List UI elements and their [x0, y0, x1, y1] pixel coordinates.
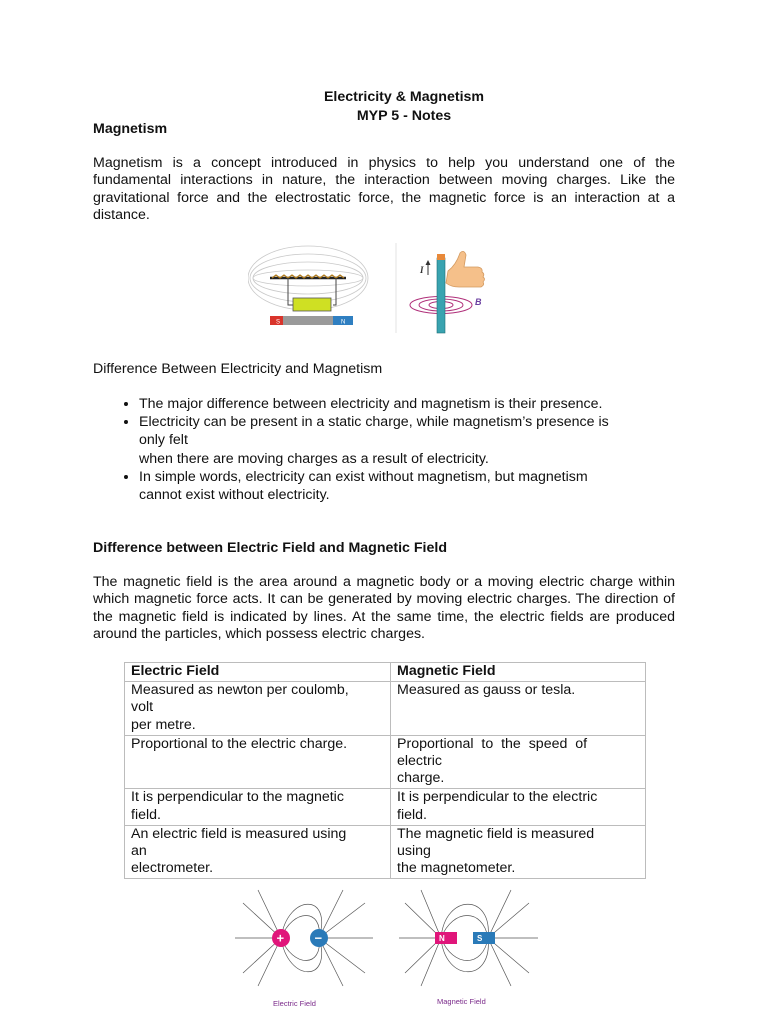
conductor-rod — [437, 258, 445, 333]
bullet-line: Electricity can be present in a static charge, while magnetism’s presence is — [139, 414, 609, 431]
difference-title: Difference Between Electricity and Magnetism — [93, 361, 383, 377]
list-item — [139, 413, 669, 468]
magnetic-field-caption: Magnetic Field — [437, 997, 486, 1006]
magnetic-field-diagram — [399, 890, 538, 1006]
current-arrowhead — [426, 260, 431, 265]
magnetism-figure — [248, 243, 668, 338]
table-row — [125, 682, 646, 736]
table-cell — [125, 682, 391, 736]
cell-line: An electric field is measured using — [131, 825, 347, 842]
electric-field-lines — [235, 890, 373, 986]
plus-label: + — [276, 930, 285, 946]
electric-field-diagram — [235, 890, 373, 1008]
magnet-n-label: N — [341, 319, 346, 326]
difference-list — [115, 395, 669, 504]
comparison-table — [124, 662, 646, 879]
bullet-line: In simple words, electricity can exist without magnetism, but magnetism — [139, 468, 588, 485]
field-lines-figure — [233, 888, 543, 1018]
page — [93, 88, 675, 1008]
bullet-line: cannot exist without electricity. — [139, 487, 330, 504]
title-line-1: Electricity & Magnetism — [323, 89, 485, 105]
list-item — [139, 468, 669, 504]
cell-line: It is perpendicular to the electric — [397, 789, 598, 806]
table-cell — [391, 735, 646, 789]
table-cell — [125, 825, 391, 879]
cell-line: Measured as newton per coulomb, — [131, 682, 349, 699]
cell-line: using — [397, 843, 431, 860]
table-cell — [391, 789, 646, 825]
table-cell — [391, 682, 646, 736]
fields-paragraph: The magnetic field is the area around a magnetic body or a moving electric charge within which magnetic force acts. It can be generated by moving electric charges. The direction of the magnetic field is indicated by lines. At the same time, the electric fields are produced around the particles, which possess electric charges. — [93, 574, 675, 643]
fields-heading: Difference between Electric Field and Magnetic Field — [93, 540, 447, 556]
table-header-cell: Electric Field — [125, 663, 391, 682]
title-line-2: MYP 5 - Notes — [356, 108, 452, 124]
cell-line: charge. — [397, 770, 445, 787]
table-row — [125, 789, 646, 825]
bullet-line: when there are moving charges as a result of electricity. — [139, 450, 489, 467]
magnet-s-label: S — [276, 319, 281, 326]
bullet-line: only felt — [139, 432, 188, 449]
minus-label: − — [314, 930, 323, 946]
magnetism-paragraph: Magnetism is a concept introduced in physics to help you understand one of the fundamental interactions in nature, the interaction between moving charges. Like the gravitational force and the electrostatic force, the magnetic force is an interaction at a distance. — [93, 155, 675, 224]
cell-line: The magnetic field is measured — [397, 825, 595, 842]
table-cell — [125, 789, 391, 825]
cell-line: Proportional to the speed of — [397, 735, 588, 752]
cell-line: an — [131, 843, 147, 860]
bullet-line: The major difference between electricity and magnetism is their presence. — [139, 396, 603, 412]
table-header-cell: Magnetic Field — [391, 663, 646, 682]
table-cell — [391, 825, 646, 879]
cell-line: field. — [131, 806, 161, 823]
cell-line: volt — [131, 699, 154, 716]
battery — [293, 298, 331, 311]
hand-icon — [446, 251, 485, 287]
cell-line: electric — [397, 753, 442, 770]
electric-field-caption: Electric Field — [273, 999, 316, 1008]
current-label: I — [420, 265, 424, 275]
table-cell — [125, 735, 391, 789]
cell-line: the magnetometer. — [397, 860, 516, 877]
cell-line: Proportional to the electric charge. — [131, 735, 348, 752]
table-header-row — [125, 663, 646, 682]
magnet-middle — [283, 316, 333, 325]
cell-line: It is perpendicular to the magnetic — [131, 789, 344, 806]
cell-line: field. — [397, 806, 427, 823]
cell-line: electrometer. — [131, 860, 214, 877]
conductor-cap — [437, 254, 445, 260]
table-row — [125, 735, 646, 789]
document-title — [133, 88, 675, 126]
field-label: B — [475, 297, 482, 307]
table-row — [125, 825, 646, 879]
list-item — [139, 395, 669, 413]
magnetism-heading: Magnetism — [93, 121, 168, 137]
n-label: N — [439, 934, 445, 943]
cell-line: Measured as gauss or tesla. — [397, 682, 576, 699]
s-label: S — [477, 934, 483, 943]
magnetic-field-lines — [399, 890, 538, 986]
cell-line: per metre. — [131, 716, 196, 733]
